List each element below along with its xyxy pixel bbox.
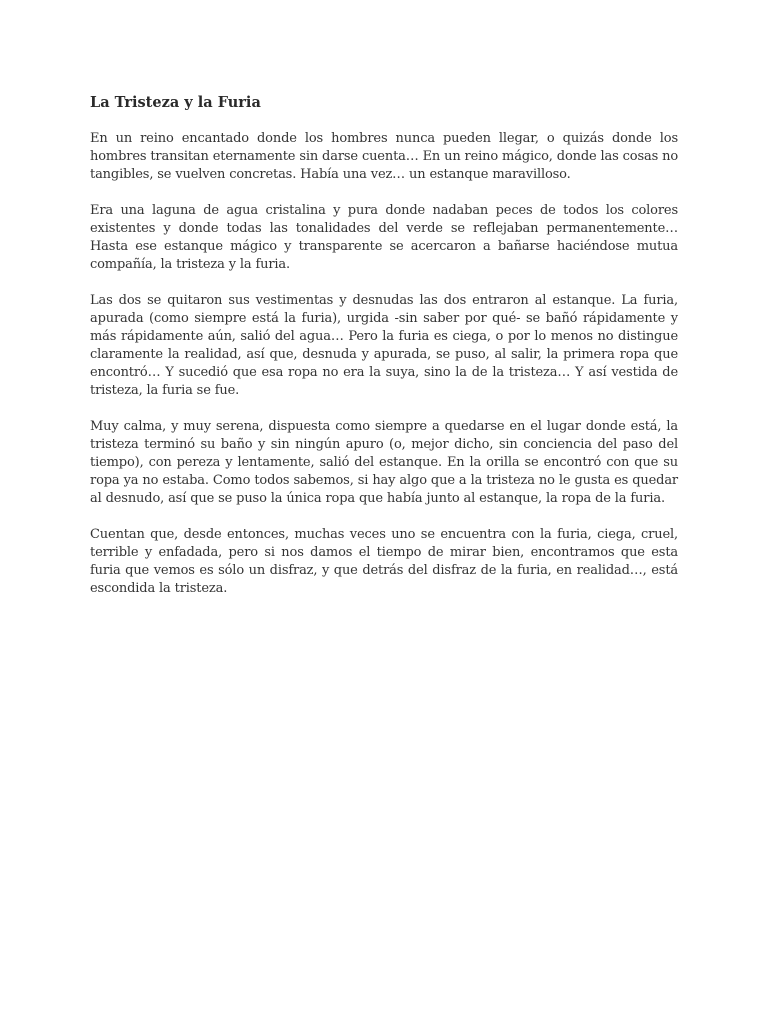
paragraph-2: Era una laguna de agua cristalina y pura donde nadaban peces de todos los colores existentes y donde todas las tonalidades del verde se reflejaban permanentemente… Hasta ese estanque mágico y transparente se acercaron a bañarse haciéndose mutua compañía, la tristeza y la furia.	[90, 203, 678, 272]
document-title: La Tristeza y la Furia	[90, 94, 261, 111]
paragraph-1: En un reino encantado donde los hombres nunca pueden llegar, o quizás donde los hombres transitan eternamente sin darse cuenta… En un reino mágico, donde las cosas no tangibles, se vuelven concretas. Había una vez… un estanque maravilloso.	[90, 131, 678, 182]
paragraph-3: Las dos se quitaron sus vestimentas y desnudas las dos entraron al estanque. La furia, apurada (como siempre está la furia), urgida -sin saber por qué- se bañó rápidamente y más rápidamente aún, salió del agua… Pero la furia es ciega, o por lo menos no distingue claramente la realidad, así que, desnuda y apurada, se puso, al salir, la primera ropa que encontró… Y sucedió que esa ropa no era la suya, sino la de la tristeza… Y así vestida de tristeza, la furia se fue.	[90, 293, 678, 398]
document-body	[90, 93, 678, 616]
paragraph-5: Cuentan que, desde entonces, muchas veces uno se encuentra con la furia, ciega, cruel, terrible y enfadada, pero si nos damos el tiempo de mirar bien, encontramos que esta furia que vemos es sólo un disfraz, y que detrás del disfraz de la furia, en realidad…, está escondida la tristeza.	[90, 527, 678, 596]
paragraph-4: Muy calma, y muy serena, dispuesta como siempre a quedarse en el lugar donde está, la tristeza terminó su baño y sin ningún apuro (o, mejor dicho, sin conciencia del paso del tiempo), con pereza y lentamente, salió del estanque. En la orilla se encontró con que su ropa ya no estaba. Como todos sabemos, si hay algo que a la tristeza no le gusta es quedar al desnudo, así que se puso la única ropa que había junto al estanque, la ropa de la furia.	[90, 419, 678, 506]
